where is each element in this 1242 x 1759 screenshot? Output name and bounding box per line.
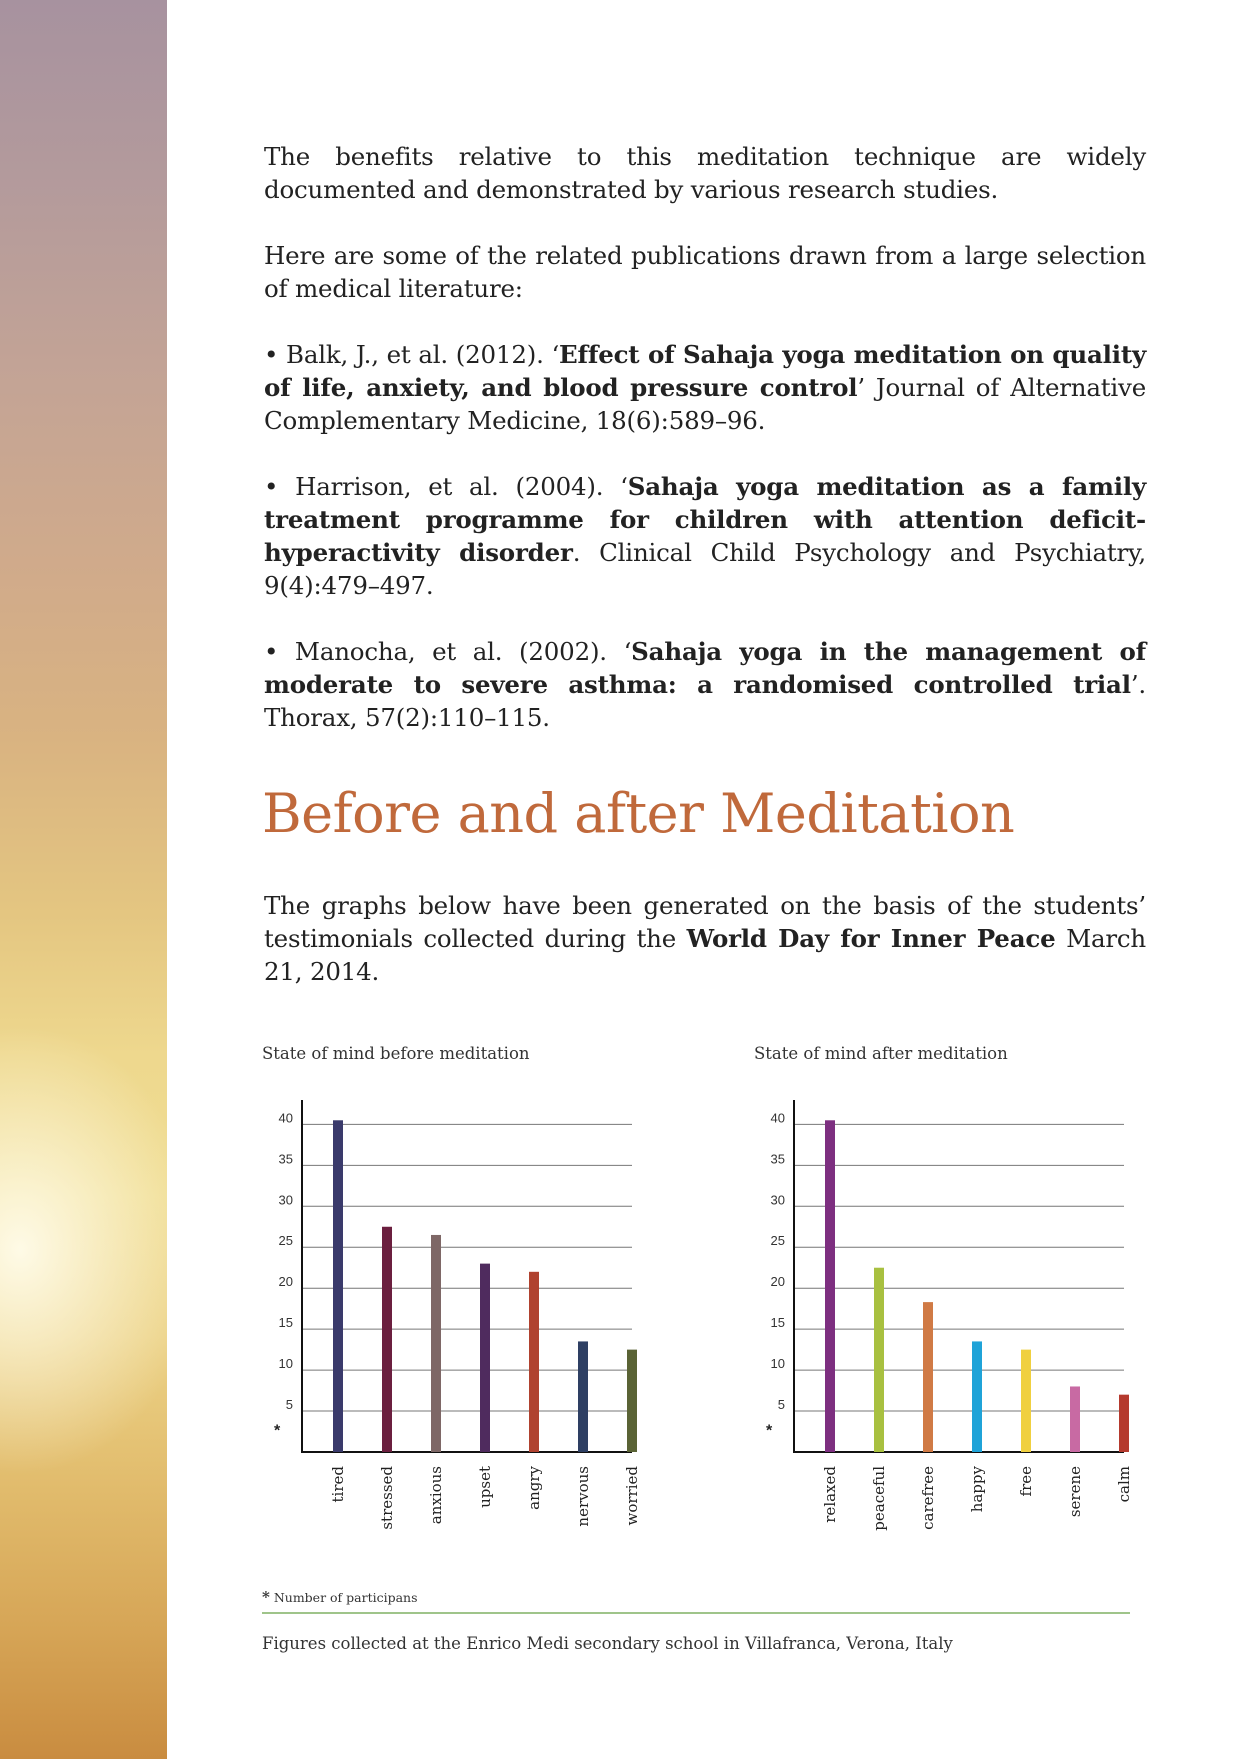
x-tick-label: upset <box>476 1466 494 1508</box>
x-tick-label: anxious <box>427 1466 445 1525</box>
x-tick-label: calm <box>1115 1466 1133 1503</box>
y-tick-label: 20 <box>770 1274 785 1290</box>
bar-serene <box>1070 1386 1080 1452</box>
x-tick-label: stressed <box>378 1466 396 1530</box>
x-tick-label: free <box>1017 1466 1035 1497</box>
y-tick-label: 30 <box>278 1192 293 1208</box>
y-tick-label: 15 <box>278 1315 293 1331</box>
y-tick-label: 10 <box>770 1356 785 1372</box>
x-tick-label: nervous <box>574 1466 592 1527</box>
event-name: World Day for Inner Peace <box>686 924 1056 953</box>
reference-3: • Manocha, et al. (2002). ‘Sahaja yoga in the management of moderate to severe asthma: a randomised controlled trial’. Thorax, 57(2):110–115. <box>264 637 1146 732</box>
reference-3-title: Sahaja yoga in the management of moderate to severe asthma: a randomised controlled trial <box>264 637 1146 699</box>
intro-paragraph-1: The benefits relative to this meditation technique are widely documented and demonstrated by various research studies. <box>264 142 1146 204</box>
chart-after-meditation <box>754 1100 1154 1540</box>
y-tick-label: 10 <box>278 1356 293 1372</box>
bar-anxious <box>431 1235 441 1452</box>
intro-text <box>264 140 1146 734</box>
y-tick-label: 35 <box>278 1151 293 1167</box>
y-tick-label: 35 <box>770 1151 785 1167</box>
bar-calm <box>1119 1395 1129 1452</box>
divider <box>262 1612 1130 1614</box>
x-tick-label: peaceful <box>870 1466 888 1531</box>
bar-angry <box>529 1272 539 1452</box>
x-tick-label: carefree <box>919 1466 937 1530</box>
footnote: * Number of participans <box>262 1588 418 1606</box>
bar-worried <box>627 1350 637 1452</box>
y-tick-label: 40 <box>278 1110 293 1126</box>
y-tick-label: 5 <box>777 1397 785 1413</box>
reference-1: • Balk, J., et al. (2012). ‘Effect of Sahaja yoga meditation on quality of life, anxiety, and blood pressure control’ Journal of Alternative Complementary Medicine, 18(6):589–96. <box>264 340 1146 435</box>
bar-upset <box>480 1264 490 1452</box>
y-tick-label: 25 <box>770 1233 785 1249</box>
y-tick-label: 30 <box>770 1192 785 1208</box>
section-title: Before and after Meditation <box>262 782 1015 845</box>
y-tick-label: 5 <box>285 1397 293 1413</box>
reference-2-title: Sahaja yoga meditation as a family treatment programme for children with attention deficit-hyperactivity disorder <box>264 472 1147 567</box>
x-tick-label: happy <box>968 1466 986 1513</box>
section-description: The graphs below have been generated on the basis of the students’ testimonials collected during the World Day for Inner Peace March 21, 2014. <box>264 891 1146 986</box>
y-axis-label: * <box>766 1422 773 1440</box>
bar-carefree <box>923 1302 933 1452</box>
x-tick-label: serene <box>1066 1466 1084 1518</box>
decorative-side-band <box>0 0 167 1759</box>
reference-1-title: Effect of Sahaja yoga meditation on quality of life, anxiety, and blood pressure control <box>264 340 1146 402</box>
chart-before-meditation <box>262 1100 662 1540</box>
bar-stressed <box>382 1227 392 1452</box>
y-tick-label: 25 <box>278 1233 293 1249</box>
bar-free <box>1021 1350 1031 1452</box>
reference-2: • Harrison, et al. (2004). ‘Sahaja yoga meditation as a family treatment programme for children with attention deficit-hyperactivity disorder. Clinical Child Psychology and Psychiatry, 9(4):479–497. <box>264 472 1147 600</box>
x-tick-label: angry <box>525 1466 543 1510</box>
x-tick-label: worried <box>623 1466 641 1526</box>
y-axis-label: * <box>274 1422 281 1440</box>
chart-before-title: State of mind before meditation <box>262 1044 530 1063</box>
y-tick-label: 40 <box>770 1110 785 1126</box>
bar-tired <box>333 1120 343 1452</box>
y-tick-label: 20 <box>278 1274 293 1290</box>
source-note: Figures collected at the Enrico Medi secondary school in Villafranca, Verona, Italy <box>262 1634 953 1653</box>
bar-peaceful <box>874 1268 884 1452</box>
x-tick-label: tired <box>329 1466 347 1503</box>
x-tick-label: relaxed <box>821 1466 839 1523</box>
bar-happy <box>972 1341 982 1452</box>
bar-nervous <box>578 1341 588 1452</box>
chart-after-title: State of mind after meditation <box>754 1044 1008 1063</box>
y-tick-label: 15 <box>770 1315 785 1331</box>
bar-relaxed <box>825 1120 835 1452</box>
intro-paragraph-2: Here are some of the related publications drawn from a large selection of medical literature: <box>264 241 1146 303</box>
